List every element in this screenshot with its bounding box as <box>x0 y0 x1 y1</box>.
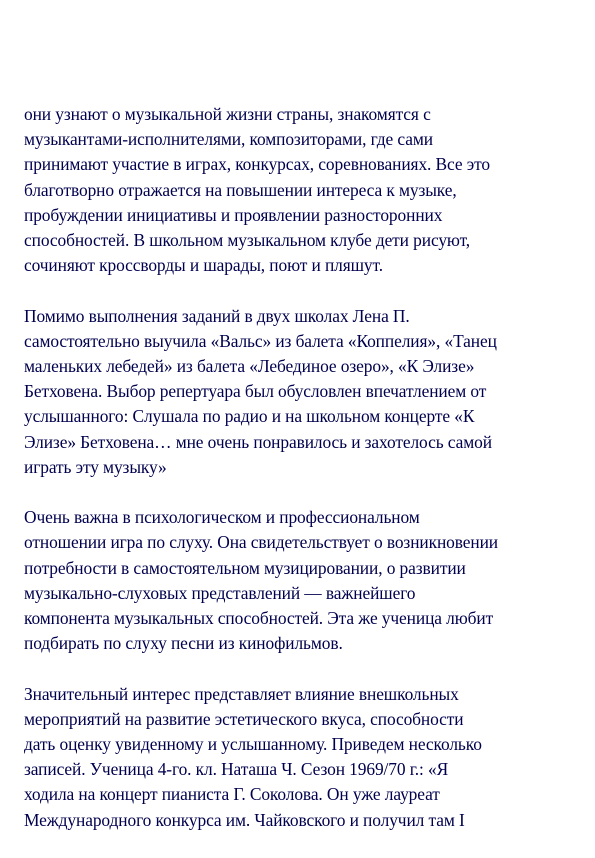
text-line: услышанного: Слушала по радио и на школьном концерте «К <box>24 406 475 427</box>
text-line: самостоятельно выучила «Вальс» из балета «Коппелия», «Танец <box>24 330 497 351</box>
text-line: Бетховена. Выбор репертуара был обусловлен впечатлением от <box>24 381 487 402</box>
text-line: Помимо выполнения заданий в двух школах Лена П. <box>24 305 410 326</box>
paragraph-3 <box>24 505 584 656</box>
paragraph-2 <box>24 304 584 480</box>
paragraph-1 <box>24 102 584 278</box>
document-body <box>24 102 584 858</box>
text-line: подбирать по слуху песни из кинофильмов. <box>24 633 343 654</box>
text-line: пробуждении инициативы и проявлении разносторонних <box>24 204 443 225</box>
text-line: Международного конкурса им. Чайковского и получил там I <box>24 809 465 830</box>
text-line: принимают участие в играх, конкурсах, соревнованиях. Все это <box>24 154 490 175</box>
text-line: играть эту музыку» <box>24 456 167 477</box>
text-line: ходила на концерт пианиста Г. Соколова. Он уже лауреат <box>24 784 440 805</box>
text-line: музыкантами-исполнителями, композиторами, где сами <box>24 129 433 150</box>
text-line: музыкально-слуховых представлений — важнейшего <box>24 582 416 603</box>
text-line: Значительный интерес представляет влияние внешкольных <box>24 683 459 704</box>
text-line: мероприятий на развитие эстетического вкуса, способности <box>24 708 464 729</box>
text-line: Очень важна в психологическом и профессиональном <box>24 507 420 528</box>
text-line: сочиняют кроссворды и шарады, поют и пляшут. <box>24 255 383 276</box>
text-line: они узнают о музыкальной жизни страны, знакомятся с <box>24 104 431 124</box>
text-line: способностей. В школьном музыкальном клубе дети рисуют, <box>24 230 471 251</box>
text-line: потребности в самостоятельном музицировании, о развитии <box>24 557 466 578</box>
paragraph-4 <box>24 682 584 833</box>
text-line: благотворно отражается на повышении интереса к музыке, <box>24 179 457 200</box>
text-line: маленьких лебедей» из балета «Лебединое озеро», «К Элизе» <box>24 356 475 377</box>
text-line: дать оценку увиденному и услышанному. Приведем несколько <box>24 734 482 755</box>
text-line: Элизе» Бетховена… мне очень понравилось и захотелось самой <box>24 431 492 452</box>
text-line: отношении игра по слуху. Она свидетельствует о возникновении <box>24 532 499 553</box>
text-line: записей. Ученица 4-го. кл. Наташа Ч. Сезон 1969/70 г.: «Я <box>24 759 449 780</box>
text-line: компонента музыкальных способностей. Эта же ученица любит <box>24 608 494 629</box>
